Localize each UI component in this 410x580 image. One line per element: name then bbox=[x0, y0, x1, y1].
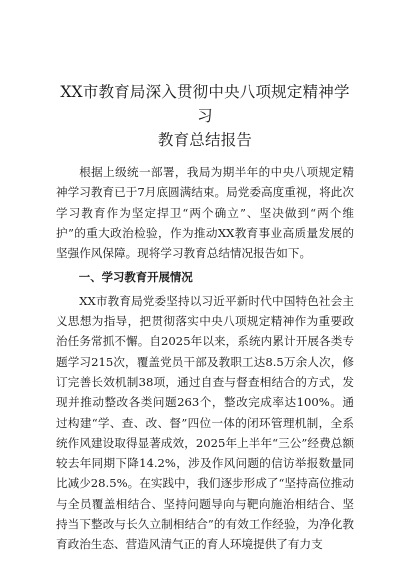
intro-paragraph: 根据上级统一部署，我局为期半年的中央八项规定精神学习教育已于7月底圆满结束。局党委高度重视，将此次学习教育作为坚定捍卫“两个确立”、坚决做到“两个维护”的重大政治检验，作为推动XX教育事业高质量发展的坚强作风保障。现将学习教育总结情况报告如下。 bbox=[56, 165, 354, 261]
document-body bbox=[56, 162, 354, 555]
section-1-heading: 一、学习教育开展情况 bbox=[78, 270, 193, 285]
title-line-1: XX市教育局深入贯彻中央八项规定精神学习 bbox=[60, 83, 350, 125]
section-1-paragraph: XX市教育局党委坚持以习近平新时代中国特色社会主义思想为指导，把贯彻落实中央八项规定精神作为重要政治任务常抓不懈。自2025年以来，系统内累计开展各类专题学习215次，覆盖党员干部及教职工达8.5万余人次，修订完善长效机制38项，通过自查与督查相结合的方式，发现并推动整改各类问题263个，整改完成率达100%。通过构建“学、查、改、督”四位一体的闭环管理机制，全系统作风建设取得显著成效，2025年上半年“三公”经费总额较去年同期下降14.2%，涉及作风问题的信访举报数量同比减少28.5%。在实践中，我们逐步形成了“坚持高位推动与全员覆盖相结合、坚持问题导向与靶向施治相结合、坚持当下整改与长久立制相结合”的有效工作经验，为净化教育政治生态、营造风清气正的育人环境提供了有力支 bbox=[56, 293, 354, 552]
title-line-2: 教育总结报告 bbox=[157, 131, 253, 149]
document-title bbox=[56, 0, 354, 152]
